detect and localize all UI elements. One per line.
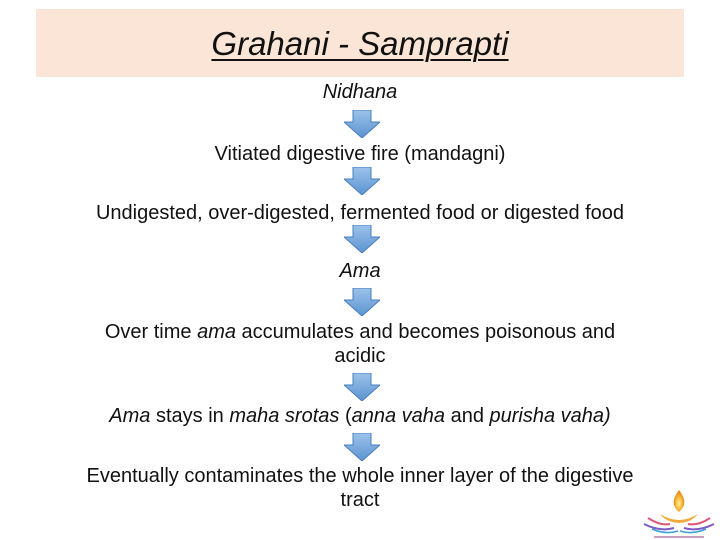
text-run: (	[339, 405, 352, 427]
text-run-italic: purisha vaha)	[489, 405, 611, 427]
step-ama-text: Ama	[339, 260, 381, 282]
step-ama-accumulates-line2: acidic	[334, 345, 386, 367]
text-run-italic: ama	[197, 321, 236, 343]
text-run-italic: Ama	[109, 405, 151, 427]
step-ama-accumulates-line1	[30, 320, 690, 344]
diya-lamp-lotus-logo-icon	[640, 488, 718, 540]
step-mandagni-text: Vitiated digestive fire (mandagni)	[214, 143, 506, 165]
flow-arrow-3	[344, 225, 380, 253]
text-run: stays in	[150, 405, 230, 427]
text-run: Over time	[104, 321, 198, 343]
step-nidhana-text: Nidhana	[322, 81, 398, 103]
step-nidhana	[30, 80, 690, 104]
slide-title: Grahani - Samprapti	[211, 25, 509, 62]
step-contaminates-tract-line2: tract	[340, 489, 380, 511]
flow-arrow-4	[344, 288, 380, 316]
step-mandagni	[30, 142, 690, 166]
text-run-italic: maha srotas	[229, 405, 340, 427]
text-run: and	[445, 405, 490, 427]
step-contaminates-tract	[30, 464, 690, 512]
step-ama-in-srotas	[30, 404, 690, 428]
step-undigested-food	[30, 201, 690, 225]
flow-arrow-1	[344, 110, 380, 138]
step-ama	[30, 259, 690, 283]
flow-arrow-5	[344, 373, 380, 401]
flow-arrow-2	[344, 167, 380, 195]
text-run: accumulates and becomes poisonous and	[236, 321, 616, 343]
text-run-italic: anna vaha	[351, 405, 446, 427]
flow-arrow-6	[344, 433, 380, 461]
step-undigested-food-text: Undigested, over-digested, fermented food or digested food	[95, 202, 625, 224]
title-band	[36, 9, 684, 77]
step-ama-accumulates	[30, 320, 690, 368]
step-contaminates-tract-line1: Eventually contaminates the whole inner layer of the digestive	[86, 465, 634, 487]
